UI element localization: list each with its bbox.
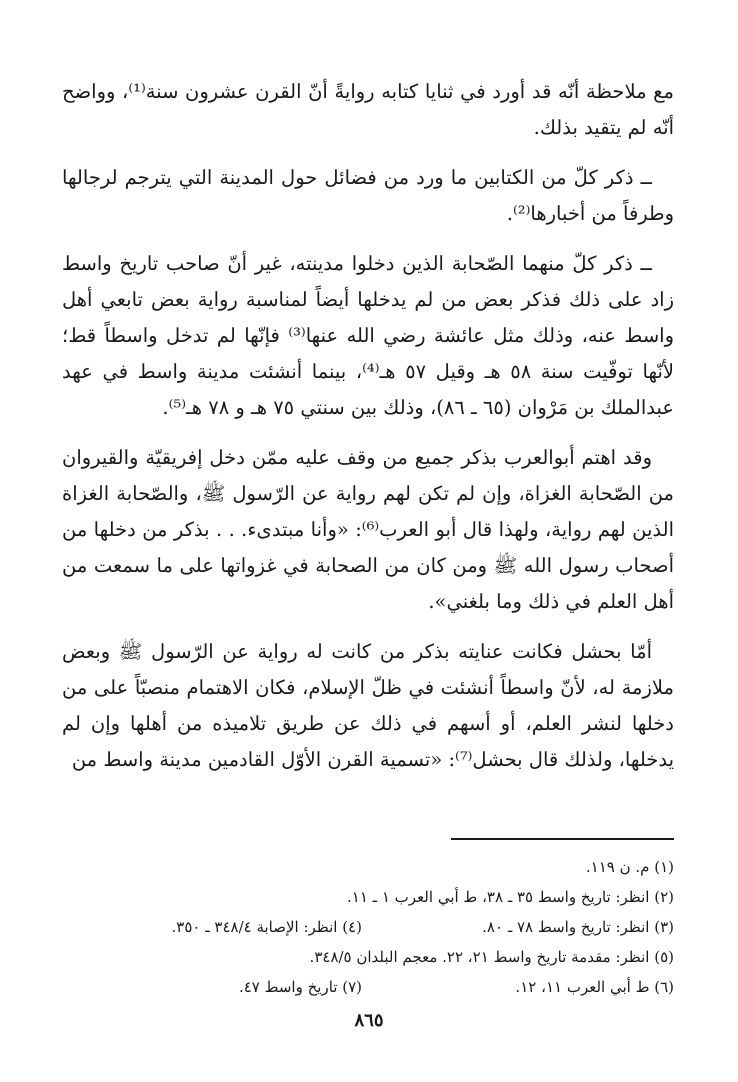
footnote-2: (٢) انظر: تاريخ واسط ٣٥ ـ ٣٨، ط أبي العرب ١ ـ ١١. (347, 888, 674, 906)
page-number: ٨٦٥ (354, 1010, 384, 1031)
footnote-line-1 (62, 852, 674, 882)
paragraph-1: مع ملاحظة أنّه قد أورد في ثنايا كتابه روايةً أنّ القرن عشرون سنة⁽¹⁾، وواضح أنّه لم يتقيد بذلك. (62, 80, 674, 139)
main-text (62, 74, 674, 778)
paragraph-3: ــ ذكر كلّ منهما الصّحابة الذين دخلوا مدينته، غير أنّ صاحب تاريخ واسط زاد على ذلك فذكر بعض من لم يدخلها أيضاً لمناسبة رواية بعض تابعي أهل واسط عنه، وذلك مثل عائشة رضي الله عنها⁽³⁾ فإنّها لم تدخل واسطاً قط؛ لأنّها توفّيت سنة ٥٨ هـ وقيل ٥٧ هـ⁽⁴⁾، بينما أنشئت مدينة واسط في عهد عبدالملك بن مَرْوان (٦٥ ـ ٨٦)، وذلك بين سنتي ٧٥ هـ و ٧٨ هـ⁽⁵⁾. (62, 252, 674, 419)
paragraph-4: وقد اهتم أبوالعرب بذكر جميع من وقف عليه ممّن دخل إفريقيّة والقيروان من الصّحابة الغزاة، وإن لم تكن لهم رواية عن الرّسول ﷺ، والصّحابة الغزاة الذين لهم رواية، ولهذا قال أبو العرب⁽⁶⁾: «وأنا مبتدىء. . . بذكر من دخلها من أصحاب رسول الله ﷺ ومن كان من الصحابة في غزواتها على ما سمعت من أهل العلم في ذلك وما بلغني». (62, 446, 674, 613)
paragraph-5: أمّا بحشل فكانت عنايته بذكر من كانت له رواية عن الرّسول ﷺ وبعض ملازمة له، لأنّ واسطاً أنشئت في ظلّ الإسلام، فكان الاهتمام منصبّاً على من دخلها لنشر العلم، أو أسهم في ذلك عن طريق تلاميذه من أهلها وإن لم يدخلها، ولذلك قال بحشل⁽⁷⁾: «تسمية القرن الأوّل القادمين مدينة واسط من (62, 640, 674, 771)
footnote-3: (٣) انظر: تاريخ واسط ٧٨ ـ ٨٠. (482, 918, 674, 936)
footnotes (62, 852, 674, 1002)
footnote-7: (٧) تاريخ واسط ٤٧. (238, 978, 362, 996)
footnote-line-5 (62, 972, 674, 1002)
footnote-line-4 (62, 942, 674, 972)
footnote-5: (٥) انظر: مقدمة تاريخ واسط ٢١، ٢٢. معجم البلدان ٣٤٨/٥. (309, 948, 674, 966)
footnote-divider (451, 838, 674, 840)
paragraph-2: ــ ذكر كلّ من الكتابين ما ورد من فضائل حول المدينة التي يترجم لرجالها وطرفاً من أخبارها⁽²⁾. (62, 166, 674, 225)
footnote-line-2 (62, 882, 674, 912)
footnote-line-3 (62, 912, 674, 942)
footnote-1: (١) م. ن ١١٩. (585, 858, 674, 876)
footnote-4: (٤) انظر: الإصابة ٣٤٨/٤ ـ ٣٥٠. (171, 918, 362, 936)
footnote-6: (٦) ط أبي العرب ١١، ١٢. (515, 978, 674, 996)
